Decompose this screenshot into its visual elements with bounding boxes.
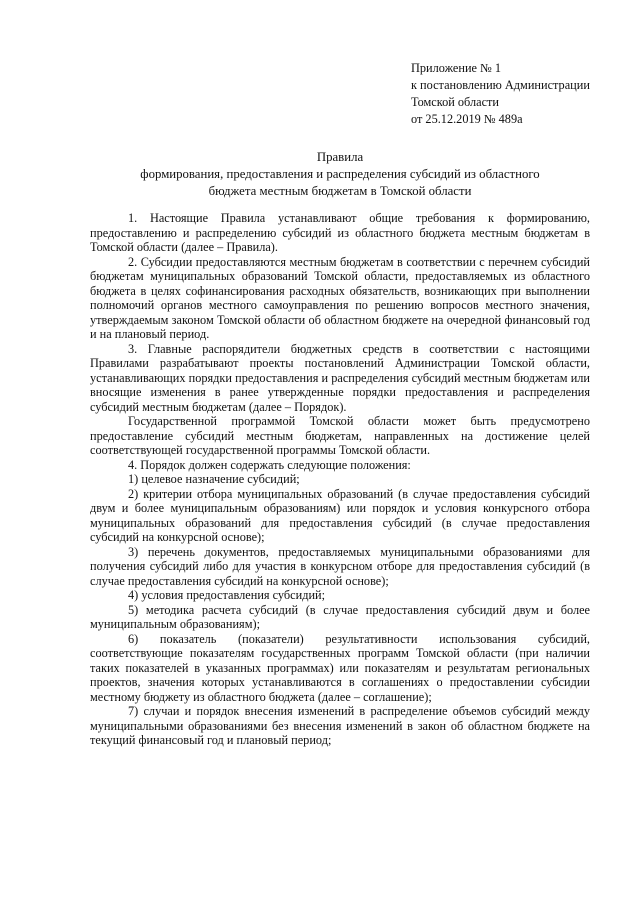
list-item: 2) критерии отбора муниципальных образований (в случае предоставления субсидий двум и более муниципальным образованиям) или порядок и условия конкурсного отбора муниципальных образований для предоставления субсидий (в случае предоставления субсидий на конкурсной основе); [90,486,590,544]
paragraph: 4. Порядок должен содержать следующие положения: [128,457,411,472]
list-item: 1) целевое назначение субсидий; [128,472,300,486]
document-title [90,149,590,200]
list-item: 4) условия предоставления субсидий; [128,588,326,602]
paragraph: 3. Главные распорядители бюджетных средств в соответствии с настоящими Правилами разрабатывают проекты постановлений Администрации Томской области, устанавливающих порядки предоставления и распределения субсидий местным бюджетам или вносящие изменения в ранее утвержденные порядки предоставления и распределения субсидий местным бюджетам (далее – Порядок). [90,341,590,414]
appendix-line: к постановлению Администрации [411,78,590,92]
list-item: 5) методика расчета субсидий (в случае предоставления субсидий двум и более муниципальным образованиям); [90,602,590,631]
paragraph: 2. Субсидии предоставляются местным бюджетам в соответствии с перечнем субсидий бюджетам муниципальных образований Томской области, предоставляемых из областного бюджета в целях софинансирования расходных обязательств, возникающих при выполнении полномочий органов местного самоуправления по решению вопросов местного значения, утверждаемым законом Томской области об областном бюджете на очередной финансовый год и на плановый период. [90,254,590,341]
appendix-line: Томской области [411,95,499,109]
title-heading: Правила [316,150,364,164]
list-item: 7) случаи и порядок внесения изменений в распределение объемов субсидий между муниципальными образованиями без внесения изменений в закон об областном бюджете на текущий финансовый год и плановый период; [90,704,590,747]
title-line: формирования, предоставления и распределения субсидий из областного [140,167,540,181]
title-line: бюджета местным бюджетам в Томской области [208,184,472,198]
appendix-line: Приложение № 1 [411,61,502,75]
appendix-block [411,60,590,128]
paragraph: 1. Настоящие Правила устанавливают общие требования к формированию, предоставлению и распределению субсидий из областного бюджета местным бюджетам в Томской области (далее – Правила). [90,211,590,254]
list-item: 6) показатель (показатели) результативности использования субсидий, соответствующие показателям государственных программ Томской области (при наличии таких показателей в указанных программах) или показателям и результатам региональных проектов, значения которых устанавливаются в соглашениях о предоставлении субсидии местному бюджету из областного бюджета (далее – соглашение); [90,631,590,704]
paragraph: Государственной программой Томской области может быть предусмотрено предоставление субсидий местным бюджетам, направленных на достижение целей соответствующей государственной программы Томской области. [90,414,590,457]
document-body [90,211,590,748]
appendix-date-line: от 25.12.2019 № 489а [411,112,523,126]
list-item: 3) перечень документов, предоставляемых муниципальными образованиями для получения субсидий либо для участия в конкурсном отборе для предоставления субсидий (в случае предоставления субсидий на конкурсной основе); [90,544,590,588]
